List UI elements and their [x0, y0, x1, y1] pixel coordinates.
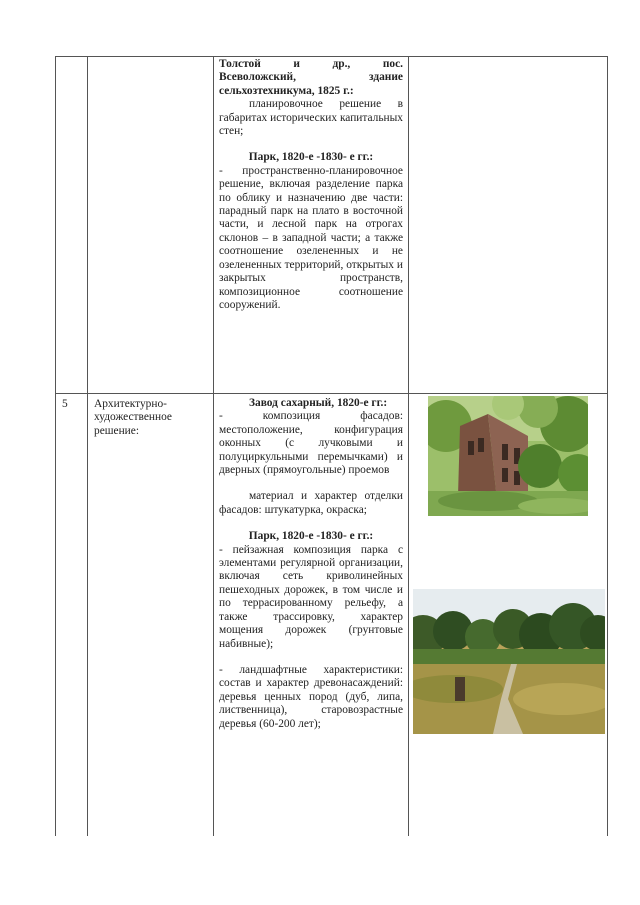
park-path-photo — [413, 589, 605, 734]
table-border-top — [55, 56, 608, 57]
row-name-line: решение: — [94, 424, 139, 437]
factory-photo — [428, 396, 588, 516]
row-name — [94, 398, 204, 438]
row-name-line: Архитектурно- — [94, 398, 167, 410]
paragraph: - ландшафтные характеристики: состав и характер древонасаждений: деревья ценных пород (дуб, липа, лиственница), старовозрастные деревья (60-200 лет); — [219, 663, 403, 730]
paragraph: - пейзажная композиция парка с элементами регулярной организации, включая сеть криволинейных пешеходных дорожек, в том числе и по террасированному рельефу, а также трассировку, характер мощения дорожек (грунтовые набивные); — [219, 543, 403, 650]
heading-line: Всеволожский, здание — [219, 71, 403, 84]
heading-line: Толстой и др., пос. — [219, 58, 403, 70]
row-number: 5 — [62, 398, 68, 410]
table-column-divider-2 — [213, 56, 214, 836]
table-column-divider-1 — [87, 56, 88, 836]
park-heading: Парк, 1820-е -1830- е гг.: — [248, 151, 374, 164]
row-name-line: художественное — [94, 411, 172, 424]
table-border-right — [607, 56, 608, 836]
table-column-divider-3 — [408, 56, 409, 836]
top-row-description — [219, 58, 403, 312]
paragraph: планировочное решение в габаритах исторических капитальных стен; — [219, 98, 403, 138]
table-row-divider — [55, 393, 608, 394]
paragraph: - композиция фасадов: местоположение, конфигурация оконных (с лучковыми и полуциркульными перемычками) и дверных (прямоугольные) проемов — [219, 410, 403, 477]
factory-heading: Завод сахарный, 1820-е гг.: — [249, 397, 388, 409]
paragraph: - пространственно-планировочное решение, включая разделение парка по облику и назначению две части: парадный парк на плато в восточной части, и лесной парк на отрогах склонов – в западной части; а также соотношение озелененных и не озелененных территорий, открытых и закрытых пространств, композиционное соотношение сооружений. — [219, 164, 403, 311]
heading-line: сельхозтехникума, 1825 г.: — [219, 84, 354, 97]
row5-description — [219, 397, 403, 731]
paragraph: материал и характер отделки фасадов: штукатурка, окраска; — [219, 490, 403, 516]
park-heading: Парк, 1820-е -1830- е гг.: — [248, 530, 374, 543]
table-border-left — [55, 56, 56, 836]
